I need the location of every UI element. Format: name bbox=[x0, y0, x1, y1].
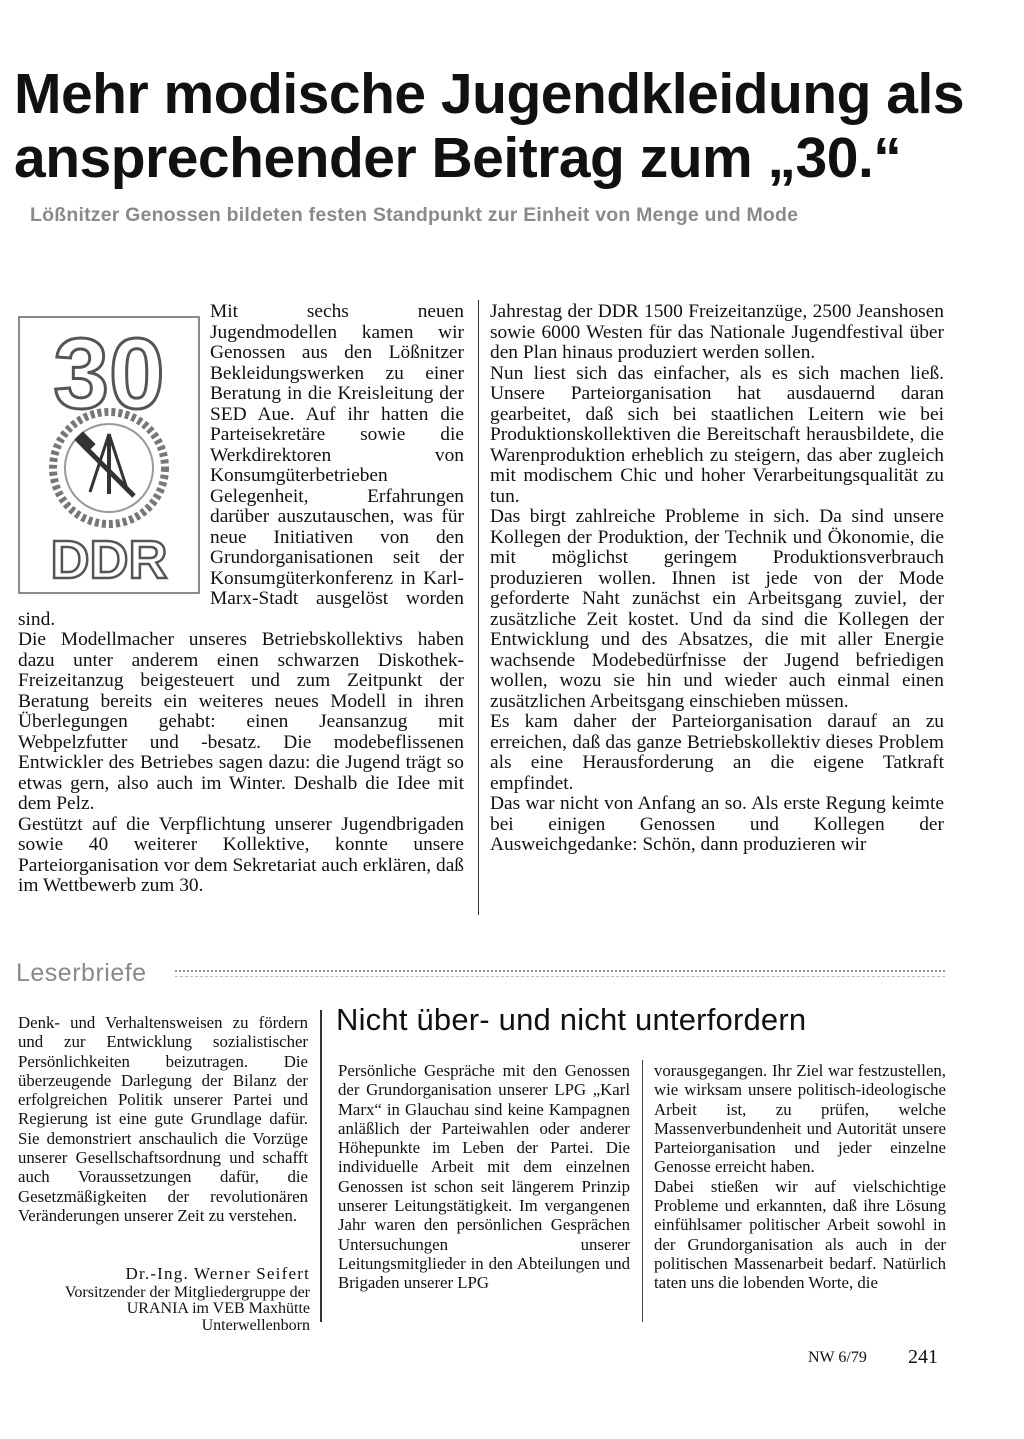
emblem-numeral: 30 bbox=[53, 318, 165, 430]
signature-role: Vorsitzender der Mitgliedergruppe der bbox=[64, 1283, 310, 1301]
letter2-column-divider bbox=[642, 1060, 643, 1322]
page-number: 241 bbox=[908, 1346, 938, 1368]
letter-paragraph: vorausgegangen. Ihr Ziel war festzustellen, wie wirksam unsere politisch-ideologische Arbeit ist, zu prüfen, welche Massenverbundenheit und Autorität unsere Parteiorganisation und jeder einzelne Genosse erreicht haben. bbox=[654, 1061, 946, 1177]
issue-label: NW 6/79 bbox=[808, 1349, 867, 1366]
article-paragraph: Das birgt zahlreiche Probleme in sich. Da sind unsere Kollegen der Produktion, der Technik und Ökonomie, die mit möglichst geringem Produktionsverbrauch produzieren wollen. Ihnen ist jede von der Mode geforderte Naht zunächst ein Arbeitsgang zuviel, der zusätzliche Zeit kostet. Und da sind die Kollegen der Entwicklung und des Absatzes, die mit aller Energie wachsende Modebedürfnisse der Jugend befriedigen wollen, wozu sie hin und wieder auch einmal einen zusätzlichen Arbeitsgang einschieben müssen. bbox=[490, 506, 944, 712]
letter1-signature bbox=[18, 1266, 310, 1334]
article-paragraph: Nun liest sich das einfacher, als es sich machen ließ. Unsere Parteiorganisation hat ausdauernd daran gearbeitet, daß sich bei staatlichen Leitern wie bei Produktionskollektiven die Bereitschaft herausbildete, die Warenproduktion erheblich zu steigern, das aber zugleich mit modischem Chic und hoher Verarbeitungsqualität zu tun. bbox=[490, 362, 944, 507]
article-paragraph: Es kam daher der Parteiorganisation darauf an zu erreichen, daß das ganze Betriebskollektiv dieses Problem als eine Herausforderung an die eigene Tatkraft empfindet. bbox=[490, 711, 944, 794]
headline: Mehr modische Jugendkleidung als ansprechender Beitrag zum „30.“ bbox=[14, 62, 965, 190]
signature-name: Dr.-Ing. Werner Seifert bbox=[125, 1264, 310, 1283]
emblem-country: DDR bbox=[50, 530, 168, 590]
signature-role: URANIA im VEB Maxhütte bbox=[126, 1300, 310, 1317]
article-paragraph: Die Modellmacher unseres Betriebskollektivs haben dazu unter anderem einen schwarzen Diskothek-Freizeitanzug beigesteuert und zum Zeitpunkt der Beratung bereits ein weiteres neues Modell in ihren Überlegungen gehabt: einen Jeansanzug mit Webpelzfutter und -besatz. Die modebeflissenen Entwickler des Betriebes sagen dazu: die Jugend trägt so etwas gern, also auch im Winter. Deshalb die Idee mit dem Pelz. bbox=[18, 629, 464, 814]
article-paragraph: Gestützt auf die Verpflichtung unserer Jugendbrigaden sowie 40 weiterer Kollektive, konnte unsere Parteiorganisation vor dem Sekretariat auch erklären, daß im Wettbewerb zum 30. bbox=[18, 813, 464, 896]
letters-divider bbox=[320, 1010, 322, 1322]
section-rule bbox=[175, 970, 945, 977]
section-label: Leserbriefe bbox=[16, 959, 147, 987]
article-paragraph: Jahrestag der DDR 1500 Freizeitanzüge, 2500 Jeanshosen sowie 6000 Westen für das Nationale Jugendfestival über den Plan hinaus produziert werden sollen. bbox=[490, 301, 944, 363]
letter2-column-1: Persönliche Gespräche mit den Genossen der Grundorganisation unserer LPG „Karl Marx“ in Glauchau sind keine Kampagnen anläßlich der Parteiwahlen oder anderer Höhepunkte im Leben der Partei. Die individuelle Arbeit mit dem einzelnen Genossen ist schon seit längerem Prinzip unserer Leitungstätigkeit. Im vergangenen Jahr waren den persönlichen Gesprächen Untersuchungen unserer Leitungsmitglieder in den Abteilungen und Brigaden unserer LPG bbox=[338, 1061, 630, 1293]
letter-paragraph: Dabei stießen wir auf vielschichtige Probleme und erkannten, daß ihre Lösung einfühlsamer politischer Arbeit sowohl in der Grundorganisation als auch in der politischen Massenarbeit bedarf. Natürlich taten uns die lobenden Worte, die bbox=[654, 1176, 946, 1293]
letter2-column-2 bbox=[654, 1061, 946, 1293]
letter1-text: Denk- und Verhaltensweisen zu fördern und zur Entwicklung sozialistischer Persönlichkeiten beizutragen. Die überzeugende Darlegung der Bilanz der erfolgreichen Politik unserer Partei und Regierung ist eine gute Grundlage dafür. Sie demonstriert anschaulich die Vorzüge unserer Gesellschaftsordnung und schafft auch Voraussetzungen dafür, die Gesetzmäßigkeiten der revolutionären Veränderungen unserer Zeit zu verstehen. bbox=[18, 1013, 308, 1225]
letter2-title: Nicht über- und nicht unterfordern bbox=[336, 1002, 807, 1037]
signature-role: Unterwellenborn bbox=[201, 1316, 310, 1334]
subheadline: Lößnitzer Genossen bildeten festen Standpunkt zur Einheit von Menge und Mode bbox=[30, 204, 799, 226]
article-paragraph: Mit sechs neuen Jugendmodellen kamen wir Genossen aus den Lößnitzer Bekleidungswerken zu einer Beratung in die Kreisleitung der SED Aue. Auf ihr hatten die Parteisekretäre sowie die Werkdirektoren von Konsumgüterbetrieben Gelegenheit, Erfahrungen darüber auszutauschen, was für neue Initiativen von den Grundorganisationen seit der Konsumgüterkonferenz in Karl-Marx-Stadt ausgelöst worden sind. bbox=[18, 301, 464, 630]
article-column-2 bbox=[490, 302, 944, 856]
article-paragraph: Das war nicht von Anfang an so. Als erste Regung keimte bei einigen Genossen und Kollegen der Ausweichgedanke: Schön, dann produzieren wir bbox=[490, 793, 944, 855]
article-column-1 bbox=[18, 302, 464, 897]
column-divider bbox=[478, 300, 479, 915]
